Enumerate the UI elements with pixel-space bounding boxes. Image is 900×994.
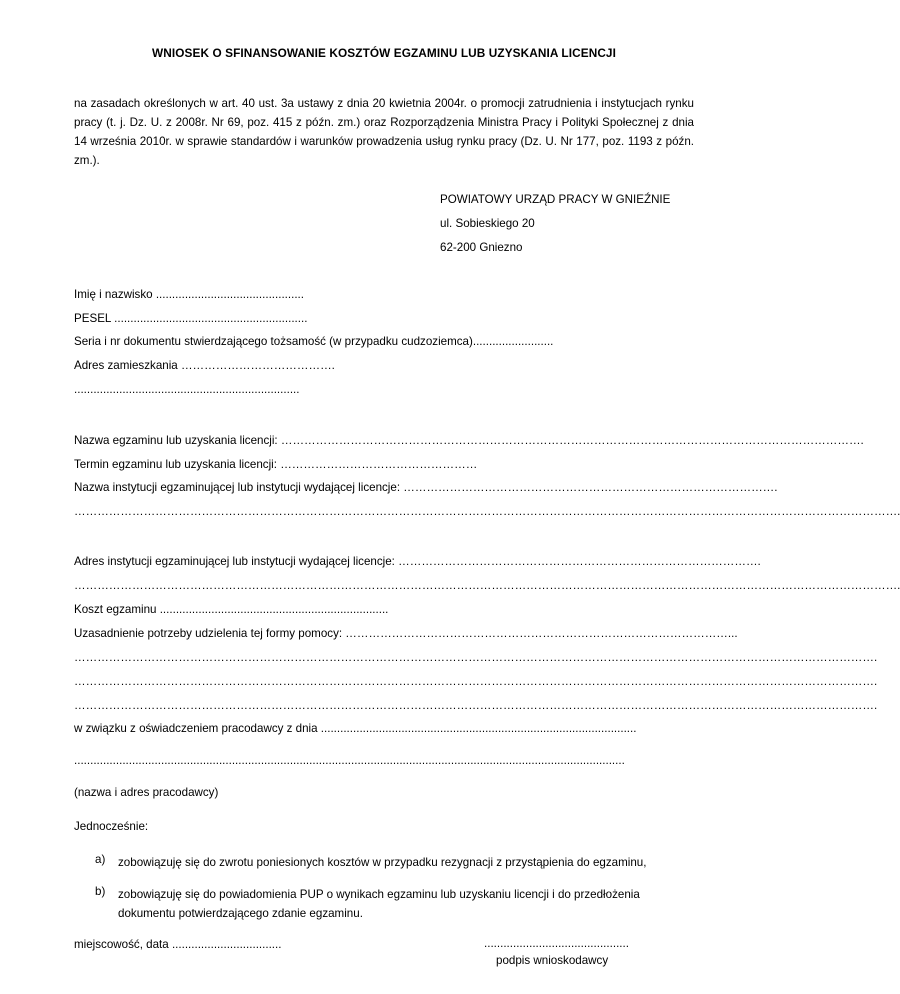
signature-line[interactable]: ............................................. [484,937,629,950]
commitments-heading: Jednocześnie: [74,820,149,833]
pesel-field[interactable]: PESEL ............................................................ [74,312,308,325]
institution-name-continuation[interactable]: ……………………………………………………………………………………………………………………………………………………………………………………………. [74,505,900,518]
office-city: 62-200 Gniezno [440,241,523,254]
id-document-field[interactable]: Seria i nr dokumentu stwierdzającego tożsamość (w przypadku cudzoziemca)......................... [74,335,554,348]
address-field[interactable]: Adres zamieszkania …………………………………. [74,359,335,372]
place-date-field[interactable]: miejscowość, data .................................. [74,938,282,951]
commitment-b-letter: b) [95,885,106,898]
name-field[interactable]: Imię i nazwisko .............................................. [74,288,304,301]
exam-name-field[interactable]: Nazwa egzaminu lub uzyskania licencji: ……………………………………………………………………………………………………………………………………. [74,434,864,447]
employer-caption: (nazwa i adres pracodawcy) [74,786,219,799]
employer-name-address-line[interactable]: ........................................................................................................................................................................... [74,754,625,767]
employer-statement-field[interactable]: w związku z oświadczeniem pracodawcy z dnia .................................................................................................. [74,722,637,735]
justification-field[interactable]: Uzasadnienie potrzeby udzielenia tej formy pomocy: ………………………………………………………………………………………... [74,627,738,640]
commitment-a-letter: a) [95,853,106,866]
exam-date-field[interactable]: Termin egzaminu lub uzyskania licencji: …………………………………………… [74,458,478,471]
justification-line-1[interactable]: ………………………………………………………………………………………………………………………………………………………………………………………. [74,651,878,664]
office-street: ul. Sobieskiego 20 [440,217,535,230]
exam-cost-field[interactable]: Koszt egzaminu ....................................................................... [74,603,389,616]
address-continuation-field[interactable]: ...................................................................... [74,383,300,396]
form-title: WNIOSEK O SFINANSOWANIE KOSZTÓW EGZAMINU LUB UZYSKANIA LICENCJI [152,46,616,60]
institution-address-continuation[interactable]: ……………………………………………………………………………………………………………………………………………………………………………………………. [74,579,900,592]
office-name: POWIATOWY URZĄD PRACY W GNIEŹNIE [440,193,671,206]
institution-address-field[interactable]: Adres instytucji egzaminującej lub instytucji wydającej licencje: …………………………………………………………………………………. [74,555,761,568]
justification-line-2[interactable]: ………………………………………………………………………………………………………………………………………………………………………………………. [74,675,878,688]
institution-name-field[interactable]: Nazwa instytucji egzaminującej lub instytucji wydającej licencje: ……………………………………………………………………………………. [74,481,778,494]
signature-caption: podpis wnioskodawcy [496,954,609,967]
commitment-b-text: zobowiązuję się do powiadomienia PUP o wynikach egzaminu lub uzyskaniu licencji i do przedłożenia dokumentu potwierdzającego zdanie egzaminu. [118,888,640,920]
justification-line-3[interactable]: ………………………………………………………………………………………………………………………………………………………………………………………. [74,699,878,712]
legal-basis-paragraph: na zasadach określonych w art. 40 ust. 3a ustawy z dnia 20 kwietnia 2004r. o promocji zatrudnienia i instytucjach rynku pracy (t. j. Dz. U. z 2008r. Nr 69, poz. 415 z późn. zm.) oraz Rozporządzenia Ministra Pracy i Polityki Społecznej z dnia 14 września 2010r. w sprawie standardów i warunków prowadzenia usług rynku pracy (Dz. U. Nr 177, poz. 1193 z późn. zm.). [74,97,694,167]
commitment-a-text: zobowiązuję się do zwrotu poniesionych kosztów w przypadku rezygnacji z przystąpienia do egzaminu, [118,856,647,869]
